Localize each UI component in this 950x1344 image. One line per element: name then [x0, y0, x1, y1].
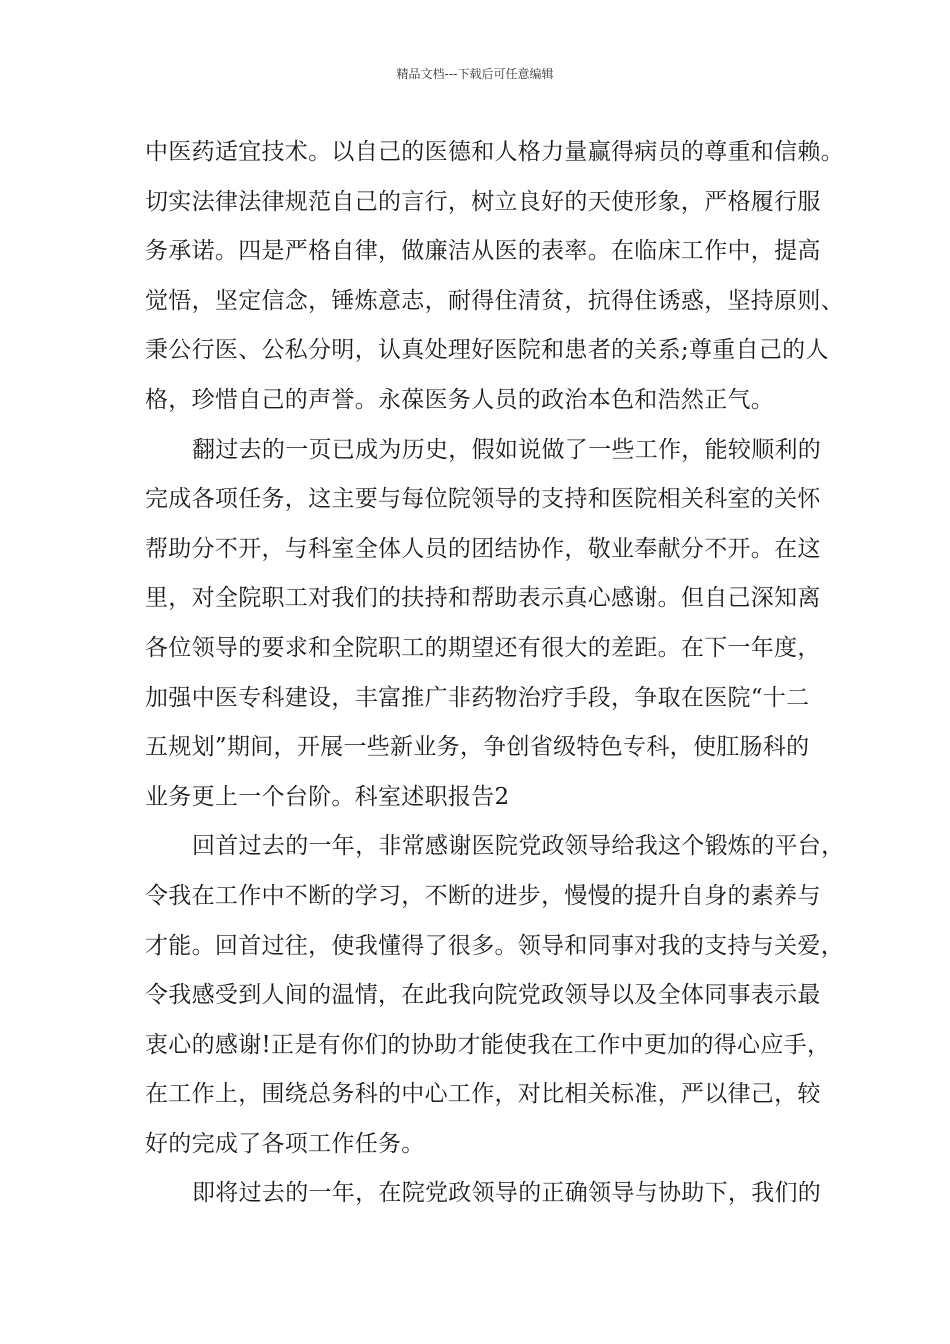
text-line: 加强中医专科建设，丰富推广非药物治疗手段，争取在医院“十二 — [145, 684, 810, 711]
paragraph-first-line: 翻过去的一页已成为历史，假如说做了一些工作，能较顺利的 — [192, 436, 822, 463]
text-line: 秉公行医、公私分明，认真处理好医院和患者的关系;尊重自己的人 — [145, 337, 829, 364]
text-line: 格，珍惜自己的声誉。永葆医务人员的政治本色和浩然正气。 — [145, 386, 775, 413]
paragraph-first-line: 回首过去的一年，非常感谢医院党政领导给我这个锻炼的平台， — [192, 833, 845, 860]
paragraph-first-line: 即将过去的一年，在院党政领导的正确领导与协助下，我们的 — [192, 1180, 822, 1207]
text-line: 里，对全院职工对我们的扶持和帮助表示真心感谢。但自己深知离 — [145, 585, 821, 612]
text-line: 令我感受到人间的温情，在此我向院党政领导以及全体同事表示最 — [145, 982, 821, 1009]
text-line: 在工作上，围绕总务科的中心工作，对比相关标准，严以律己，较 — [145, 1081, 821, 1108]
text-line: 才能。回首过往，使我懂得了很多。领导和同事对我的支持与关爱， — [145, 932, 844, 959]
document-body — [145, 128, 845, 1219]
text-line: 务承诺。四是严格自律，做廉洁从医的表率。在临床工作中，提高 — [145, 238, 821, 265]
text-line: 衷心的感谢!正是有你们的协助才能使我在工作中更加的得心应手， — [145, 1031, 831, 1058]
text-line: 中医药适宜技术。以自己的医德和人格力量赢得病员的尊重和信赖。 — [145, 139, 844, 165]
text-line: 切实法律法律规范自己的言行，树立良好的天使形象，严格履行服 — [145, 188, 821, 215]
text-line: 业务更上一个台阶。科室述职报告2 — [145, 783, 510, 810]
text-line: 觉悟，坚定信念，锤炼意志，耐得住清贫，抗得住诱惑，坚持原则、 — [145, 287, 844, 314]
text-line: 各位领导的要求和全院职工的期望还有很大的差距。在下一年度， — [145, 634, 821, 661]
text-line: 令我在工作中不断的学习，不断的进步，慢慢的提升自身的素养与 — [145, 882, 821, 909]
text-line: 帮助分不开，与科室全体人员的团结协作，敬业奉献分不开。在这 — [145, 535, 821, 562]
text-line: 完成各项任务，这主要与每位院领导的支持和医院相关科室的关怀 — [145, 486, 821, 513]
page-header: 精品文档---下载后可任意编辑 — [396, 67, 554, 81]
text-line: 五规划”期间，开展一些新业务，争创省级特色专科，使肛肠科的 — [145, 734, 810, 761]
text-line: 好的完成了各项工作任务。 — [145, 1130, 425, 1157]
